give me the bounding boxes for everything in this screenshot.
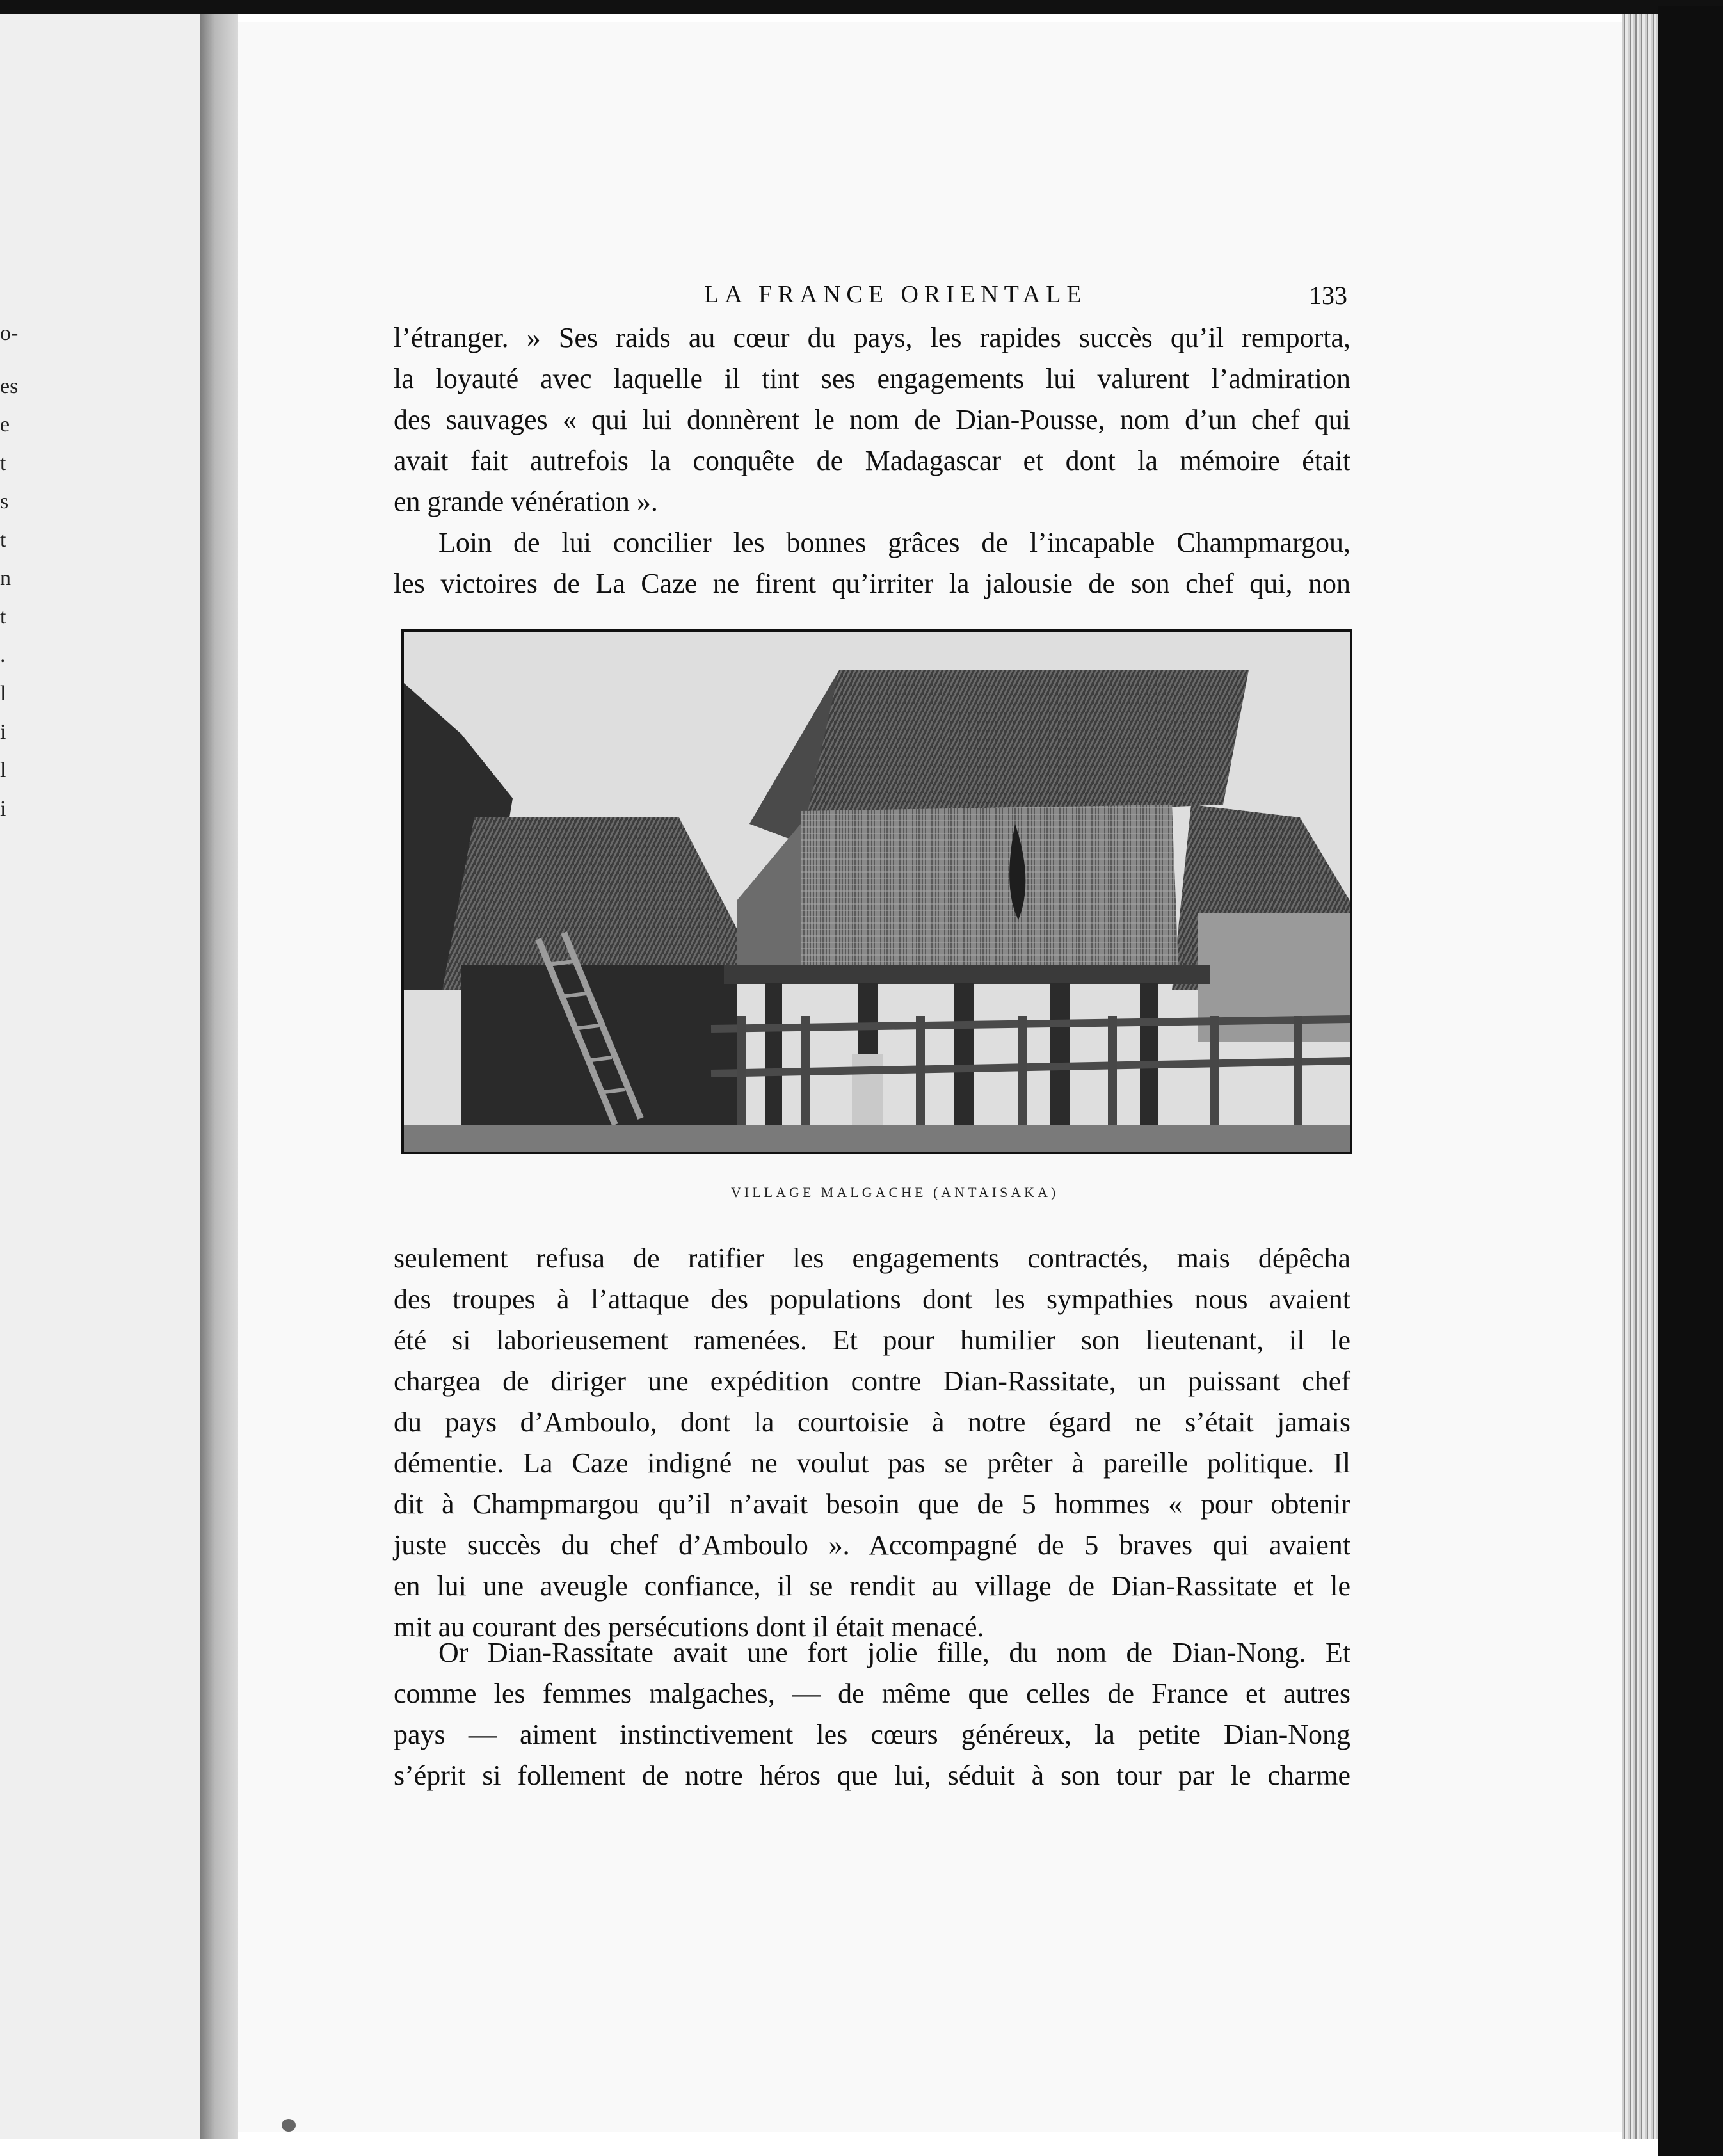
running-head: LA FRANCE ORIENTALE [704, 281, 1087, 308]
text-line: des sauvages « qui lui donnèrent le nom de Dian-Pousse, nom d’un chef qui [394, 404, 1350, 435]
facing-page-fragment: l [0, 682, 6, 705]
book-gutter [200, 14, 238, 2139]
text-line: des troupes à l’attaque des populations dont les sympathies nous avaient [394, 1283, 1350, 1315]
facing-page-fragment: i [0, 797, 6, 821]
facing-page-fragment: i [0, 720, 6, 744]
page-edges [1622, 14, 1658, 2139]
text-line: démentie. La Caze indigné ne voulut pas se prêter à pareille politique. Il [394, 1447, 1350, 1479]
text-line: pays — aiment instinctivement les cœurs généreux, la petite Dian-Nong [394, 1719, 1350, 1750]
text-line: les victoires de La Caze ne firent qu’irriter la jalousie de son chef qui, non [394, 568, 1350, 599]
village-photo-illustration [404, 632, 1350, 1152]
text-line: seulement refusa de ratifier les engagements contractés, mais dépêcha [394, 1243, 1350, 1274]
photograph [401, 629, 1352, 1154]
facing-page-fragment: s [0, 490, 9, 513]
text-line: dit à Champmargou qu’il n’avait besoin que de 5 hommes « pour obtenir [394, 1488, 1350, 1520]
facing-page-fragment: t [0, 528, 6, 552]
text-line: juste succès du chef d’Amboulo ». Accompagné de 5 braves qui avaient [394, 1529, 1350, 1561]
text-line: été si laborieusement ramenées. Et pour humilier son lieutenant, il le [394, 1324, 1350, 1356]
facing-page-fragment: o- [0, 321, 19, 345]
paragraph [394, 522, 1350, 604]
scan-border-right [1658, 6, 1723, 2156]
text-line: la loyauté avec laquelle il tint ses engagements lui valurent l’admiration [394, 363, 1350, 394]
text-line: Or Dian-Rassitate avait une fort jolie fille, du nom de Dian-Nong. Et [438, 1637, 1350, 1668]
text-line: l’étranger. » Ses raids au cœur du pays, les rapides succès qu’il remporta, [394, 322, 1350, 353]
facing-page [0, 14, 201, 2139]
facing-page-fragment: t [0, 605, 6, 629]
facing-page-fragment: . [0, 643, 6, 667]
paragraph [394, 318, 1350, 522]
text-line: du pays d’Amboulo, dont la courtoisie à notre égard ne s’était jamais [394, 1406, 1350, 1438]
scan-border-top [0, 0, 1723, 14]
text-line: Loin de lui concilier les bonnes grâces de l’incapable Champmargou, [438, 527, 1350, 558]
text-line: comme les femmes malgaches, — de même que celles de France et autres [394, 1678, 1350, 1709]
paragraph [394, 1238, 1350, 1648]
facing-page-fragment: e [0, 413, 10, 437]
text-line: en lui une aveugle confiance, il se rendit au village de Dian-Rassitate et le [394, 1570, 1350, 1602]
text-line: en grande vénération ». [394, 486, 658, 517]
text-line: avait fait autrefois la conquête de Madagascar et dont la mémoire était [394, 445, 1350, 476]
facing-page-fragment: l [0, 759, 6, 782]
ink-spot [282, 2119, 296, 2132]
page-number: 133 [1309, 281, 1347, 310]
text-line: s’éprit si follement de notre héros que lui, séduit à son tour par le charme [394, 1760, 1350, 1791]
facing-page-fragment: t [0, 451, 6, 475]
text-line: chargea de diriger une expédition contre Dian-Rassitate, un puissant chef [394, 1365, 1350, 1397]
photo-caption: VILLAGE MALGACHE (ANTAISAKA) [731, 1184, 1059, 1200]
facing-page-fragment: n [0, 567, 11, 590]
paragraph [394, 1632, 1350, 1796]
text-line: mit au courant des persécutions dont il était menacé. [394, 1611, 984, 1643]
facing-page-fragment: es [0, 374, 19, 398]
